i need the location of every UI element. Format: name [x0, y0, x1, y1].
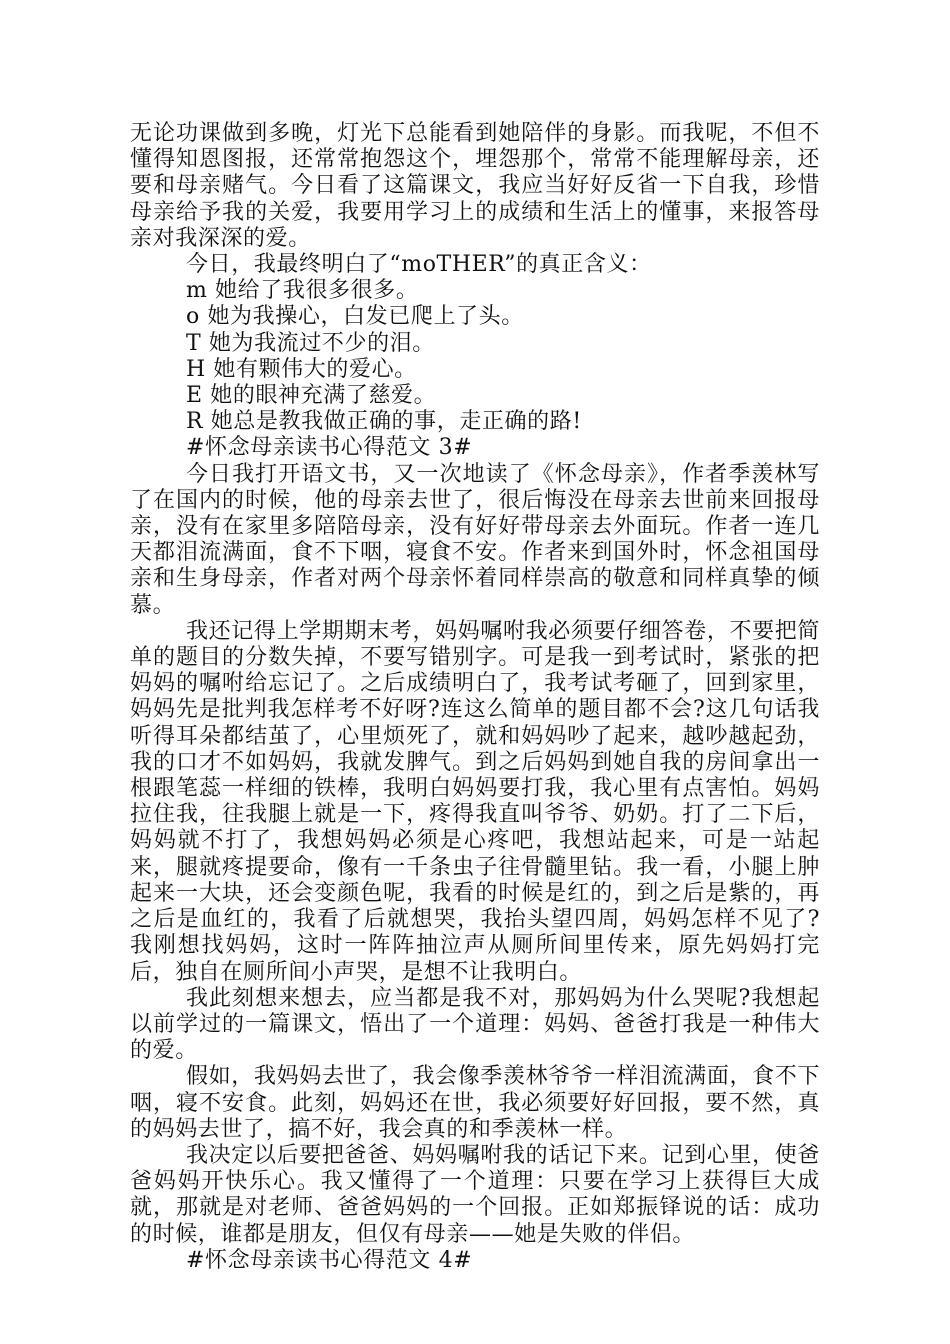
- mother-letter-e: E 她的眼神充满了慈爱。: [186, 383, 437, 409]
- mother-letter-r: R 她总是教我做正确的事，走正确的路!: [186, 409, 582, 435]
- paragraph: 今日，我最终明白了“moTHER”的真正含义：: [186, 252, 652, 278]
- paragraph: 我此刻想来想去，应当都是我不对，那妈妈为什么哭呢?我想起以前学过的一篇课文，悟出了一个道理：妈妈、爸爸打我是一种伟大的爱。: [130, 985, 820, 1064]
- mother-letter-m: m 她给了我很多很多。: [186, 278, 419, 304]
- paragraph: 假如，我妈妈去世了，我会像季羡林爷爷一样泪流满面，食不下咽，寝不安食。此刻，妈妈还在世，我必须要好好回报，要不然，真的妈妈去世了，搞不好，我会真的和季羡林一样。: [130, 1064, 820, 1142]
- paragraph: 我还记得上学期期末考，妈妈嘱咐我必须要仔细答卷，不要把简单的题目的分数失掉，不要写错别字。可是我一到考试时，紧张的把妈妈的嘱咐给忘记了。之后成绩明白了，我考试考砸了，回到家里，妈妈先是批判我怎样考不好呀?连这么简单的题目都不会?这几句话我听得耳朵都结茧了，心里烦死了，就和妈妈吵了起来，越吵越起劲，我的口才不如妈妈，我就发脾气。到之后妈妈到她自我的房间拿出一根跟笔蕊一样细的铁棒，我明白妈妈要打我，我心里有点害怕。妈妈拉住我，往我腿上就是一下，疼得我直叫爷爷、奶奶。打了二下后，妈妈就不打了，我想妈妈必须是心疼吧，我想站起来，可是一站起来，腿就疼提要命，像有一千条虫子往骨髓里钻。我一看，小腿上肿起来一大块，还会变颜色呢，我看的时候是红的，到之后是紫的，再之后是血红的，我看了后就想哭，我抬头望四周，妈妈怎样不见了?我刚想找妈妈，这时一阵阵抽泣声从厕所间里传来，原先妈妈打完后，独自在厕所间小声哭，是想不让我明白。: [130, 618, 820, 985]
- section-heading: #怀念母亲读书心得范文 4#: [186, 1247, 473, 1273]
- document-body: [130, 121, 820, 1274]
- paragraph: 我决定以后要把爸爸、妈妈嘱咐我的话记下来。记到心里，使爸爸妈妈开快乐心。我又懂得了一个道理：只要在学习上获得巨大成就，那就是对老师、爸爸妈妈的一个回报。正如郑振铎说的话：成功的时候，谁都是朋友，但仅有母亲——她是失败的伴侣。: [130, 1142, 820, 1247]
- paragraph: 无论功课做到多晚，灯光下总能看到她陪伴的身影。而我呢，不但不懂得知恩图报，还常常抱怨这个，埋怨那个，常常不能理解母亲，还要和母亲赌气。今日看了这篇课文，我应当好好反省一下自我，珍惜母亲给予我的关爱，我要用学习上的成绩和生活上的懂事，来报答母亲对我深深的爱。: [130, 121, 820, 251]
- paragraph: 今日我打开语文书，又一次地读了《怀念母亲》，作者季羡林写了在国内的时候，他的母亲去世了，很后悔没在母亲去世前来回报母亲，没有在家里多陪陪母亲，没有好好带母亲去外面玩。作者一连几天都泪流满面，食不下咽，寝食不安。作者来到国外时，怀念祖国母亲和生身母亲，作者对两个母亲怀着同样崇高的敬意和同样真挚的倾慕。: [130, 461, 820, 618]
- mother-letter-h: H 她有颗伟大的爱心。: [186, 356, 417, 382]
- mother-letter-o: o 她为我操心，白发已爬上了头。: [186, 304, 524, 330]
- mother-letter-t: T 她为我流过不少的泪。: [186, 330, 435, 356]
- section-heading: #怀念母亲读书心得范文 3#: [186, 435, 473, 461]
